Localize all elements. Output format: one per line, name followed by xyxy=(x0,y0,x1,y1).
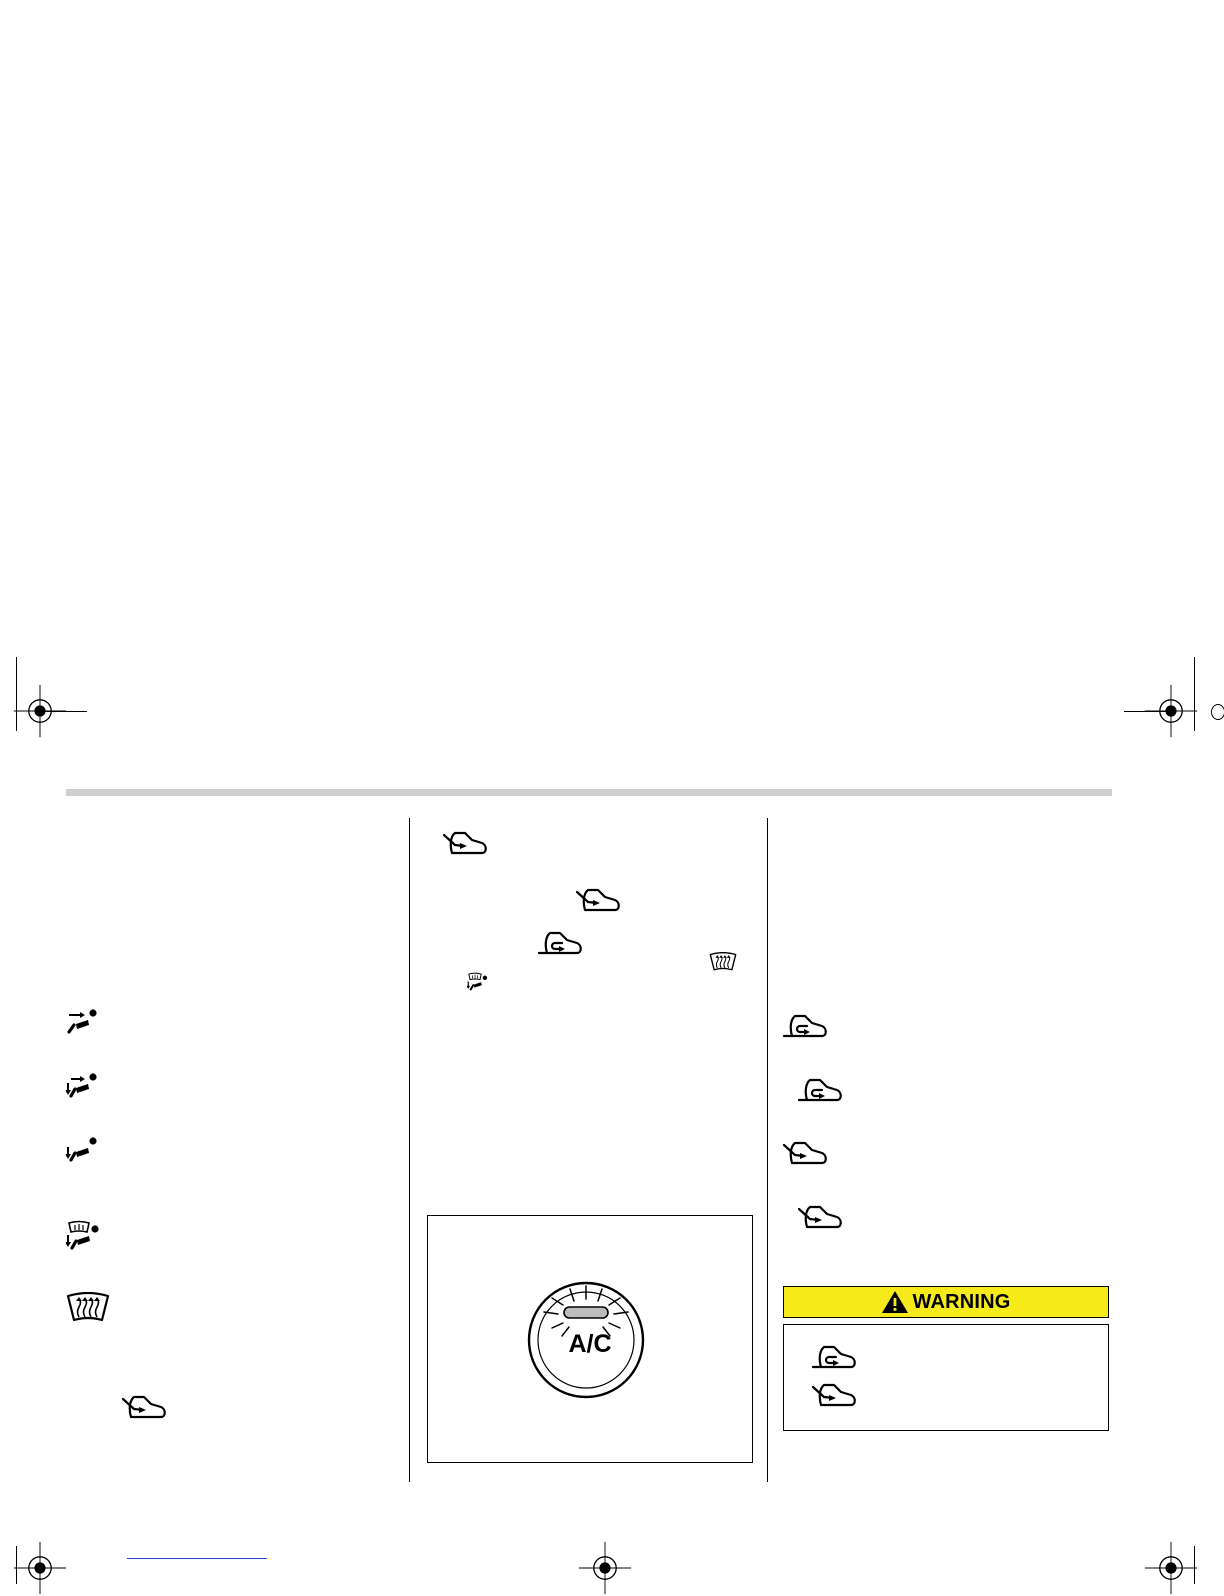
crop-mark xyxy=(16,657,17,731)
air-intake-recirculate-icon xyxy=(782,1014,828,1038)
air-intake-fresh-icon xyxy=(121,1395,167,1419)
crop-mark xyxy=(40,711,87,712)
column-divider xyxy=(409,818,410,1482)
registration-mark-icon xyxy=(1143,1540,1199,1596)
crop-mark xyxy=(1211,704,1224,720)
ac-button-label: A/C xyxy=(568,1330,612,1358)
air-intake-fresh-icon xyxy=(442,831,488,855)
bottom-link-line xyxy=(127,1558,267,1559)
air-intake-recirculate-icon xyxy=(797,1078,843,1102)
header-rule xyxy=(66,789,1112,796)
air-intake-fresh-icon xyxy=(575,888,621,912)
warning-box xyxy=(783,1324,1109,1431)
vent-bilevel-icon xyxy=(66,1072,98,1098)
air-intake-recirculate-icon xyxy=(811,1345,857,1369)
air-intake-fresh-icon xyxy=(797,1205,843,1229)
crop-mark xyxy=(16,1546,17,1584)
warning-banner xyxy=(783,1286,1109,1318)
warning-label: WARNING xyxy=(912,1290,1011,1313)
defrost-icon xyxy=(66,1292,110,1322)
crop-mark xyxy=(1194,657,1195,731)
ac-button-figure xyxy=(427,1215,753,1463)
vent-foot-defrost-icon xyxy=(467,972,488,991)
defrost-icon xyxy=(709,952,737,971)
vent-foot-defrost-icon xyxy=(66,1220,100,1250)
air-intake-recirculate-icon xyxy=(537,931,583,955)
crop-mark xyxy=(1124,711,1171,712)
registration-mark-icon xyxy=(12,1540,68,1596)
column-divider xyxy=(767,818,768,1482)
registration-mark-icon xyxy=(577,1540,633,1596)
crop-mark xyxy=(1194,1546,1195,1584)
air-intake-fresh-icon xyxy=(782,1141,828,1165)
air-intake-fresh-icon xyxy=(811,1383,857,1407)
warning-triangle-icon xyxy=(881,1290,909,1314)
vent-face-icon xyxy=(66,1008,98,1034)
vent-foot-icon xyxy=(66,1136,98,1162)
